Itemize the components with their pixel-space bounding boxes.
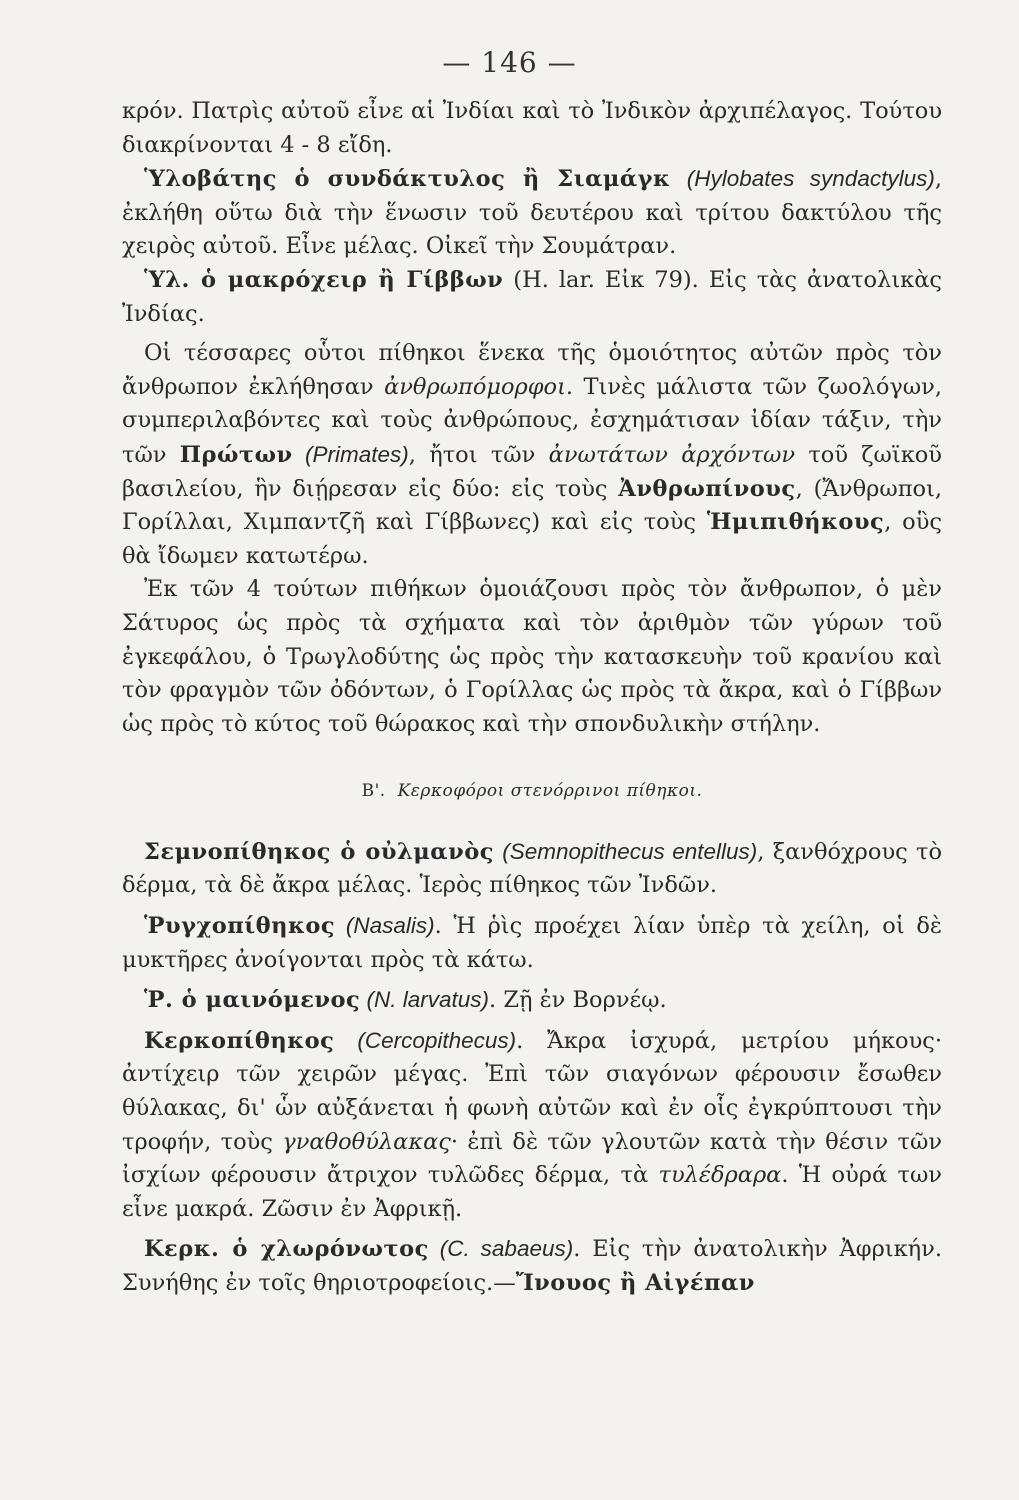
- entry-text: . Εἰς τὴν ἀνατολικὴν Ἀφρικήν. Συνήθης ἐν τοῖς θηριοτροφείοις.—: [122, 1236, 942, 1296]
- latin-name: (C. sabaeus): [428, 1236, 574, 1262]
- latin-name: (Primates): [292, 441, 409, 467]
- entry-hylobates-lar: [122, 264, 942, 331]
- paragraph-text: , (Ἄνθρωποι, Γορίλλαι, Χιμπαντζῆ καὶ Γίββωνες) καὶ εἰς τοὺς: [122, 475, 943, 536]
- bold-term: Ἀνθρωπίνους: [618, 475, 796, 502]
- emphasized-term: τυλέδραρα: [658, 1162, 782, 1189]
- entry-semnopithecus: [122, 835, 942, 903]
- paragraph-text: Οἱ τέσσαρες οὗτοι πίθηκοι ἕνεκα τῆς ὁμοιότητος αὐτῶν πρὸς τὸν ἄνθρωπον ἐκλήθησαν: [122, 340, 942, 400]
- latin-name: (Hylobates syndactylus): [686, 166, 935, 192]
- entry-text: , ἐκλήθη οὕτω διὰ τὴν ἕνωσιν τοῦ δευτέρου καὶ τρίτου δακτύλου τῆς χειρὸς αὐτοῦ. Εἶνε μέλας. Οἰκεῖ τὴν Σουμάτραν.: [122, 166, 942, 260]
- entry-cercopithecus-sabaeus: [122, 1232, 942, 1300]
- entry-nasalis-larvatus: [122, 983, 942, 1018]
- entry-text: · ἐπὶ δὲ τῶν γλουτῶν κατὰ τὴν θέσιν τῶν ἰσχίων φέρουσιν ἄτριχον τυλῶδες δέρμα, τὰ: [122, 1128, 942, 1189]
- paragraph-text: κρόν. Πατρὶς αὐτοῦ εἶνε αἱ Ἰνδίαι καὶ τὸ Ἰνδικὸν ἀρχιπέλαγος. Τούτου διακρίνονται 4 - 8 εἴδη.: [122, 98, 942, 158]
- paragraph-text: τοῦ ζωϊκοῦ βασιλείου, ἣν διῄρεσαν εἰς δύο: εἰς τοὺς: [122, 441, 942, 502]
- emphasized-term: ἀνθρωπόμορφοι: [384, 373, 566, 400]
- paragraph-text: , οὓς θὰ ἴδωμεν κατωτέρω.: [122, 509, 942, 569]
- bold-term: Ἴνουος ἢ Αἰγέπαν: [515, 1270, 755, 1296]
- entry-heading: Ὑλ. ὁ μακρόχειρ ἢ Γίββων: [144, 266, 504, 293]
- bold-term: Πρώτων: [179, 441, 293, 468]
- entry-heading: Ῥυγχοπίθηκος: [144, 913, 336, 940]
- entry-heading: Κερκ. ὁ χλωρόνωτος: [144, 1236, 429, 1263]
- entry-text: (H. lar. Εἰκ 79). Εἰς τὰς ἀνατολικὰς Ἰνδίας.: [122, 266, 942, 327]
- paragraph-comparison: [122, 573, 942, 741]
- entry-nasalis: [122, 909, 942, 977]
- paragraph-text: . Τινὲς μάλιστα τῶν ζωολόγων, συμπεριλαβόντες καὶ τοὺς ἀνθρώπους, ἐσχημάτισαν ἰδίαν τάξιν, τὴν τῶν: [122, 373, 942, 468]
- entry-heading: Ὑλοβάτης ὁ συνδάκτυλος ἢ Σιαμάγκ: [144, 166, 671, 193]
- section-number: Β'.: [361, 781, 386, 802]
- latin-name: (Nasalis): [335, 913, 435, 939]
- paragraph-continuation: [122, 95, 942, 162]
- paragraph-anthropomorphs: [122, 337, 942, 573]
- entry-text: . Ἡ οὐρά των εἶνε μακρά. Ζῶσιν ἐν Ἀφρικῇ.: [122, 1162, 942, 1222]
- entry-heading: Ῥ. ὁ μαινόμενος: [144, 987, 361, 1014]
- entry-text: . Ἄκρα ἰσχυρά, μετρίου μήκους· ἀντίχειρ τῶν χειρῶν μέγας. Ἐπὶ τῶν σιαγόνων φέρουσιν ἔσωθεν θύλακας, δι' ὧν αὐξάνεται ἡ φωνὴ αὐτῶν καὶ ἐν οἷς ἐγκρύπτουσι τὴν τροφήν, τοὺς: [122, 1027, 942, 1155]
- entry-heading: Κερκοπίθηκος: [144, 1027, 335, 1054]
- entry-text: . Ἡ ῥὶς προέχει λίαν ὑπὲρ τὰ χείλη, οἱ δὲ μυκτῆρες ἀνοίγονται πρὸς τὰ κάτω.: [122, 913, 942, 973]
- entry-text: . Ζῇ ἐν Βορνέῳ.: [489, 987, 667, 1014]
- page-number: — 146 —: [442, 46, 577, 79]
- section-heading: [122, 775, 942, 809]
- entry-cercopithecus: [122, 1024, 942, 1227]
- latin-name: (N. larvatus): [360, 987, 490, 1013]
- latin-name: (Semnopithecus entellus): [502, 838, 758, 864]
- emphasized-term: γναθοθύλακας: [282, 1128, 451, 1155]
- entry-heading: Σεμνοπίθηκος ὁ οὐλμανὸς: [144, 838, 494, 865]
- section-title: Κερκοφόροι στενόρρινοι πίθηκοι.: [397, 781, 703, 802]
- bold-term: Ἡμιπιθήκους: [706, 509, 885, 536]
- paragraph-text: Ἐκ τῶν 4 τούτων πιθήκων ὁμοιάζουσι πρὸς τὸν ἄνθρωπον, ὁ μὲν Σάτυρος ὡς πρὸς τὰ σχήματα καὶ τὸν ἀριθμὸν τῶν γύρων τοῦ ἐγκεφάλου, ὁ Τρωγλοδύτης ὡς πρὸς τὴν κατασκευὴν τοῦ κρανίου καὶ τὸν φραγμὸν τῶν ὀδόντων, ὁ Γορίλλας ὡς πρὸς τὰ ἄκρα, καὶ ὁ Γίββων ὡς πρὸς τὸ κύτος τοῦ θώρακος καὶ τὴν σπονδυλικὴν στήλην.: [122, 576, 942, 737]
- entry-hylobates-syndactylus: [122, 162, 942, 264]
- entry-text: , ξανθόχρους τὸ δέρμα, τὰ δὲ ἄκρα μέλας. Ἱερὸς πίθηκος τῶν Ἰνδῶν.: [122, 838, 943, 899]
- latin-name: (Cercopithecus): [334, 1027, 517, 1053]
- emphasized-term: ἀνωτάτων ἀρχόντων: [548, 441, 796, 468]
- page-body: [122, 95, 942, 1301]
- paragraph-text: , ἤτοι τῶν: [408, 441, 549, 468]
